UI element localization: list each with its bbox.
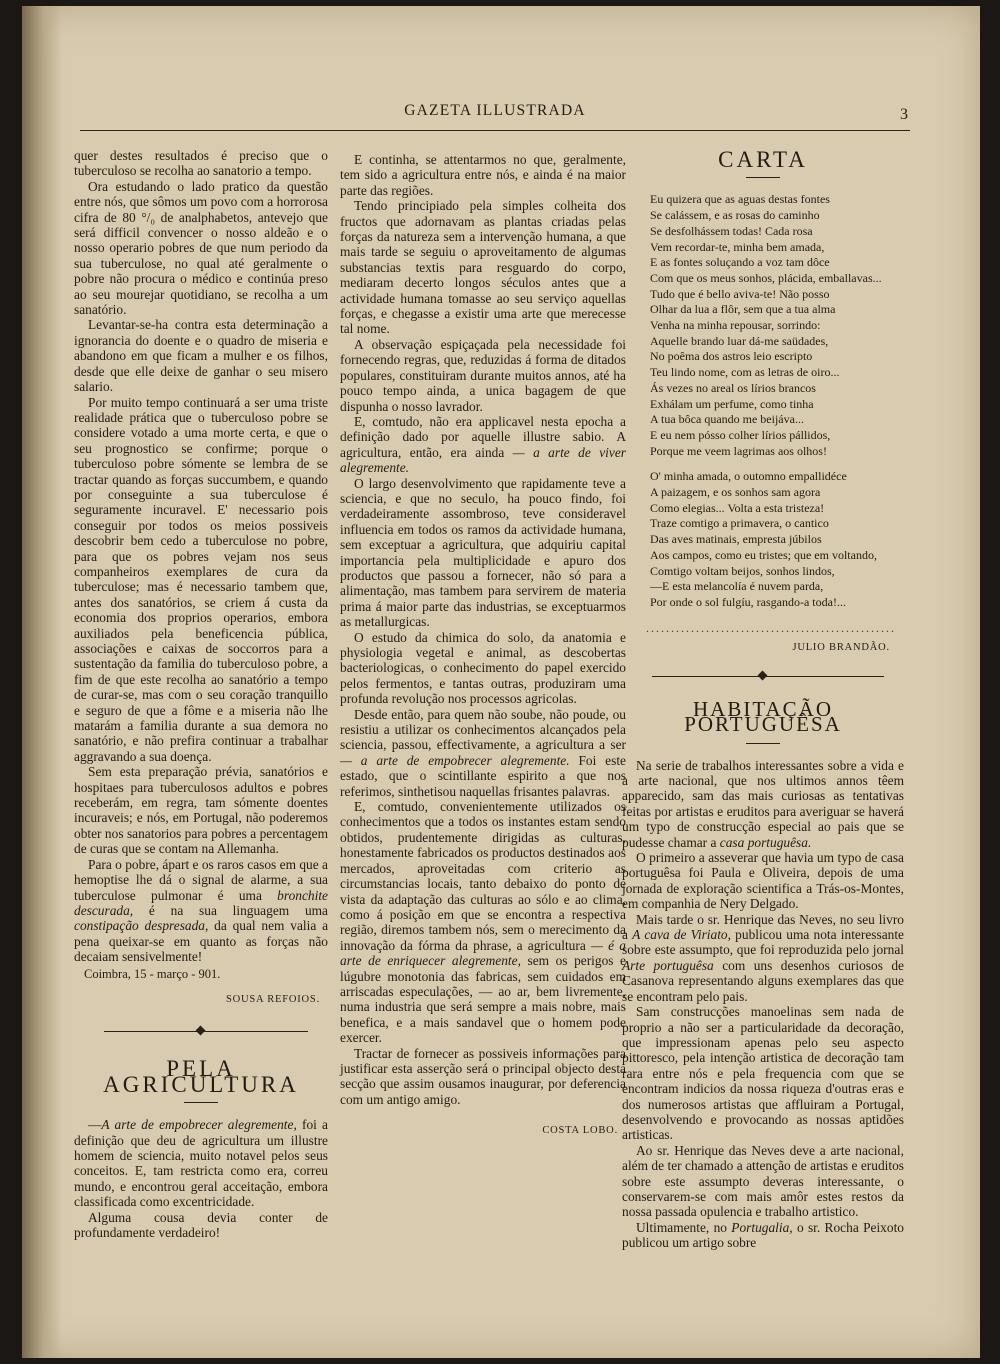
- italic-phrase: constipação despresada,: [74, 918, 209, 934]
- poem-verse: Exhálam um perfume, como tinha: [650, 396, 814, 411]
- paragraph: Sem esta preparação prévia, sanatórios e hospitaes para tuberculosos adultos e pobres receberám, em regra, tam sómente doentes incuraveis; e nós, em Portugal, não poderemos obter nos sanatorios para pobres a percentagem de curas que se contam na Allemanha.: [74, 764, 328, 857]
- italic-phrase: — a arte de empobrecer alegremente.: [340, 752, 570, 768]
- paragraph: O primeiro a asseverar que havia um typo de casa portuguêsa foi Paula e Oliveira, depois de uma jornada de exploração scientifica a Trás-os-Montes, em companhia de Nery Delgado.: [622, 850, 904, 912]
- italic-phrase: A cava de Viriato,: [632, 927, 731, 943]
- text-run: da qual nem valia a pena queixar-se em quanto as forças não decaiam sensivelmente!: [74, 918, 329, 965]
- paragraph: Sam construcções manoelinas sem nada de proprio a não ser a particularidade da decoração, que impressionam apenas pelo seu aspecto pittoresco, pela intenção artistica de decoração tam rara entre nós e pela frequencia com que se encontram indicios da nossa riqueza d'outras eras e dos numerosos artistas que affluiram a Portugal, desenvolvendo e provocando as nossas aptidões artisticas.: [622, 1004, 904, 1143]
- paragraph: [340, 707, 626, 799]
- text-run: Na serie de trabalhos interessantes sobre a vida e a arte nacional, que nos ultimos annos têem apparecido, sam das mais curiosas as tentativas feitas por artistas e eruditos para averiguar se haverá um typo de construcção especial ao pais que se pudesse chamar a: [622, 757, 904, 850]
- poem-verse: Tudo que é bello aviva-te! Não posso: [650, 286, 830, 301]
- poem-verse: Vem recordar-te, minha bem amada,: [650, 239, 825, 254]
- poem-verse: O' minha amada, o outomno empallidéce: [650, 469, 847, 484]
- text-run: Para o pobre, ápart e os raros casos em que a hemoptise lhe dá o signal de alarme, a sua tuberculose pulmonar é uma: [74, 856, 328, 903]
- poem-verse: Teu lindo nome, com as letras de oiro...: [650, 365, 840, 380]
- divider-line: [652, 676, 884, 677]
- italic-phrase: Portugalia,: [731, 1219, 793, 1235]
- text-run: Mais tarde o sr. Henrique das Neves, no seu livro a: [622, 911, 904, 943]
- paragraph: A observação espiçaçada pela necessidade foi fornecendo regras, que, reduzidas á forma de ditados populares, constituiram durante muitos annos, até ha pouco tempo ainda, a unica bagagem de que dispunha o nosso lavrador.: [340, 336, 626, 414]
- poem-verse: —E esta melancolía é nuvem parda,: [650, 579, 824, 594]
- text-run: Desde então, para quem não soube, não poude, ou resistiu a utilizar os conhecimentos alcançados pela sciencia, passou, effectivamente, a agricultura a ser: [340, 706, 626, 753]
- section-title: PELA AGRICULTURA: [103, 1056, 299, 1097]
- page-header: [80, 100, 910, 131]
- paragraph: [74, 857, 328, 965]
- poem-stanza: [650, 192, 904, 459]
- paragraph: Levantar-se-ha contra esta determinação a ignorancia do doente e o quadro de miseria e abandono em que ficam a mulher e os filhos, desde que elle deixe de ganhar o seu misero salario.: [74, 317, 328, 395]
- poem-title: CARTA: [718, 147, 808, 172]
- poem: [650, 192, 904, 610]
- text-run: com uns desenhos curiosos de Casanova representando alguns exemplares das que se encontram pelo pais.: [622, 957, 904, 1004]
- text-run: publicou uma nota interessante sobre este assumpto, que foi reproduzida pelo jornal: [622, 927, 904, 958]
- paragraph: [622, 758, 904, 850]
- poem-verse: Comtigo voltam beijos, sonhos lindos,: [650, 563, 835, 578]
- title-rule: [746, 743, 780, 744]
- paragraph: [622, 1220, 904, 1251]
- title-rule: [746, 177, 780, 178]
- poem-verse: Como elegias... Volta a esta tristeza!: [650, 500, 825, 515]
- italic-phrase: Arte portuguêsa: [622, 957, 714, 973]
- text-run: —: [88, 1117, 102, 1133]
- paragraph: quer destes resultados é preciso que o tuberculoso se recolha ao sanatorio a tempo.: [74, 148, 328, 179]
- diamond-ornament-icon: [196, 1026, 206, 1036]
- paragraph: Alguma cousa devia conter de profundamente verdadeiro!: [74, 1209, 328, 1240]
- paragraph: Tendo principiado pela simples colheita dos fructos que adornavam as plantas criadas pelas forças da natureza sem a intervenção humana, a que mais tarde se seguiu o aproveitamento de algumas substancias textis para resguardo do corpo, mediaram decerto longos séculos antes que a actividade humana tomasse ao seu serviço aquellas forças, e chegasse a existir uma arte que merecesse tal nome.: [340, 198, 626, 337]
- italic-phrase: bronchite descurada,: [74, 887, 328, 918]
- author-signature: SOUSA REFOIOS.: [225, 993, 320, 1005]
- paragraph: E continha, se attentarmos no que, geralmente, tem sido a agricultura entre nós, e ainda é na maior parte das regiões.: [340, 152, 626, 198]
- paragraph: [622, 912, 904, 1004]
- dotted-line: ..................................................: [646, 620, 896, 635]
- newspaper-page: [22, 6, 980, 1358]
- italic-phrase: casa portuguêsa.: [719, 834, 812, 850]
- paragraph: Ora estudando o lado pratico da questão entre nós, que sômos um povo com a horrorosa cifra de 80 °/₀ de analphabetos, antevejo que será difficil convencer o nosso aldeão e o nosso operario pobres de que num periodo da sua tuberculose, no qual até geralmente o pobre não procura o médico e continúa preso ao seu mourejar quotidiano, se recolha a um sanatório.: [74, 178, 328, 318]
- title-rule: [184, 1102, 218, 1103]
- text-run: é na sua linguagem uma: [133, 902, 328, 918]
- text-run: Ultimamente, no: [636, 1219, 732, 1235]
- paragraph: O estudo da chimica do solo, da anatomia e physiologia vegetal e animal, as descobertas bacteriologicas, o conhecimento do papel exercido pelos fermentos, e tantas outras, produziram uma profunda revolução nos processos agricolas.: [340, 629, 626, 707]
- text-run: foi a definição que deu de agricultura um illustre homem de sciencia, muito notavel pelos seus conceitos. E, tam restricta como era, correu mundo, e encontrou geral acceitação, embora classificada como excentricidade.: [74, 1117, 328, 1210]
- poem-ellipsis: [646, 621, 904, 637]
- text-run: sem os perigos e lúgubre monotonia das fabricas, sem cuidados em arriscadas especulações, — ao ar, bem livremente, numa industria que será sempre a mais nobre, mais benefica, e a mais sandavel que o homem pode exercer.: [340, 953, 626, 1046]
- paragraph: O largo desenvolvimento que rapidamente teve a sciencia, e que no seculo, ha pouco findo, foi verdadeiramente assombroso, teve consideravel influencia em todos os ramos da actividade humana, sem exceptuar a agricultura, que adquiriu capital importancia pela multiplicidade e apuro dos productos que passou a fornecer, não só para a alimentação, mas tambem para servirem de materia prima á maior parte das industrias, se exceptuarmos as metallurgicas.: [340, 475, 626, 630]
- poem-stanza: [650, 469, 904, 610]
- poem-verse: Com que os meus sonhos, plácida, emballavas...: [650, 270, 882, 285]
- text-run: Foi este estado, que o scintillante espirito a que nos referimos, sinthetisou naquellas frisantes palavras.: [340, 752, 626, 799]
- poem-verse: Por onde o sol fulgíu, rasgando-a toda!...: [650, 594, 846, 609]
- poem-verse: Aos campos, como eu tristes; que em voltando,: [650, 547, 877, 562]
- poem-verse: E eu nem pósso colher lírios pállidos,: [650, 427, 831, 442]
- running-title: GAZETA ILLUSTRADA: [404, 102, 586, 119]
- section-divider: [74, 1025, 328, 1039]
- italic-phrase: A arte de empobrecer alegremente,: [101, 1117, 297, 1133]
- divider-line: [104, 1031, 308, 1032]
- text-run: o sr. Rocha Peixoto publicou um artigo sobre: [622, 1219, 904, 1251]
- section-divider: [622, 670, 904, 684]
- column-middle: [340, 152, 626, 1139]
- paragraph: [74, 1117, 328, 1209]
- poem-verse: A paizagem, e os sonhos sam agora: [650, 485, 821, 500]
- poem-verse: Venha na minha repousar, sorrindo:: [650, 318, 821, 333]
- poem-verse: Aquelle brando luar dá-me saüdades,: [650, 333, 829, 348]
- dateline: Coimbra, 15 - março - 901.: [84, 966, 221, 981]
- author-signature: JULIO BRANDÃO.: [792, 642, 890, 654]
- column-left: [74, 148, 328, 1240]
- text-run: E, comtudo, não era applicavel nesta epocha a definição dado por aquelle illustre sabio. A agricultura, então, era ainda: [340, 413, 626, 460]
- poem-verse: Se calássem, e as rosas do caminho: [650, 208, 820, 223]
- paragraph: [340, 414, 626, 476]
- text-run: E, comtudo, convenientemente utilizados os conhecimentos que a todos os instantes estam sendo obtidos, prudentemente dirigidas as culturas, honestamente fabricados os productos destinados aos mercados, aproveitadas com criterio as circumstancias locais, tanto debaixo do ponto de vista da adaptação das culturas ao sólo e ao clima, como á posição em que se encontra a respectiva região, diremos tambem nós, sem o merecimento da innovação da fórma da phrase, a agricultura: [340, 799, 626, 953]
- poem-verse: Porque me veem lagrimas aos olhos!: [650, 443, 827, 458]
- author-signature: COSTA LOBO.: [542, 1125, 618, 1137]
- italic-phrase: — é a arte de enriquecer alegremente,: [340, 937, 626, 969]
- poem-verse: A tua bôca quando me beijáva...: [650, 412, 804, 427]
- poem-verse: Traze comtigo a primavera, o cantico: [650, 516, 829, 531]
- poem-verse: Olhar da lua a flôr, sem que a tua alma: [650, 302, 836, 317]
- section-title: HABITAÇÃO PORTUGUÊSA: [684, 696, 842, 737]
- poem-verse: Eu quizera que as aguas destas fontes: [650, 192, 830, 207]
- paragraph: Ao sr. Henrique das Neves deve a arte nacional, além de ter chamado a attenção de artistas e eruditos sobre este assumpto deveras interessante, o conservarem-se com mais amôr estes restos da nossa passada opulencia e trabalho artistico.: [622, 1142, 904, 1220]
- poem-verse: No poêma dos astros leio escripto: [650, 349, 813, 364]
- poem-verse: Se desfolhássem todas! Cada rosa: [650, 223, 813, 238]
- poem-verse: Ás vezes no areal os lírios brancos: [650, 380, 816, 395]
- column-right: [622, 148, 904, 1251]
- page-number: 3: [900, 106, 908, 123]
- paragraph: [340, 799, 626, 1046]
- diamond-ornament-icon: [758, 670, 768, 680]
- poem-verse: E as fontes soluçando a voz tam dôce: [650, 255, 830, 270]
- page-spine-shadow: [22, 6, 62, 1358]
- paragraph: Por muito tempo continuará a ser uma triste realidade prática que o tuberculoso pobre se considere votado a uma morte certa, e que o seu prognostico se confirme; porque o tuberculoso pobre sómente se lembra de se tractar quando as forças succumbem, e quando por conseguinte a sua tuberculose é seguramente incuravel. E' necessario pois conseguir por todos os meios possiveis descobrir bem cedo a tuberculose no pobre, para que os pobres vejam nos seus companheiros exemplares de cura da tuberculose; mas é necessario tambem que, antes dos sanatórios, se criem á custa da economia dos proprios operarios, embora auxiliados pela beneficencia pública, associações e caixas de soccorros para a sustentação da familia do tuberculoso pobre, a fim de que este recolha ao sanatório a tempo de curar-se, mas com o seu coração tranquillo e seguro de que a fôme e a miseria não lhe matarám a familia durante a sua demora no sanatório, e não prefira continuar a trabalhar aggravando a sua doença.: [74, 394, 328, 764]
- poem-verse: Das aves matinais, empresta júbilos: [650, 532, 822, 547]
- italic-phrase: — a arte de viver alegremente.: [340, 444, 626, 476]
- paragraph: Tractar de fornecer as possiveis informações para justificar esta asserção será o principal objecto desta secção que assim ousamos inaugurar, por deferencia com um antigo amigo.: [340, 1045, 626, 1107]
